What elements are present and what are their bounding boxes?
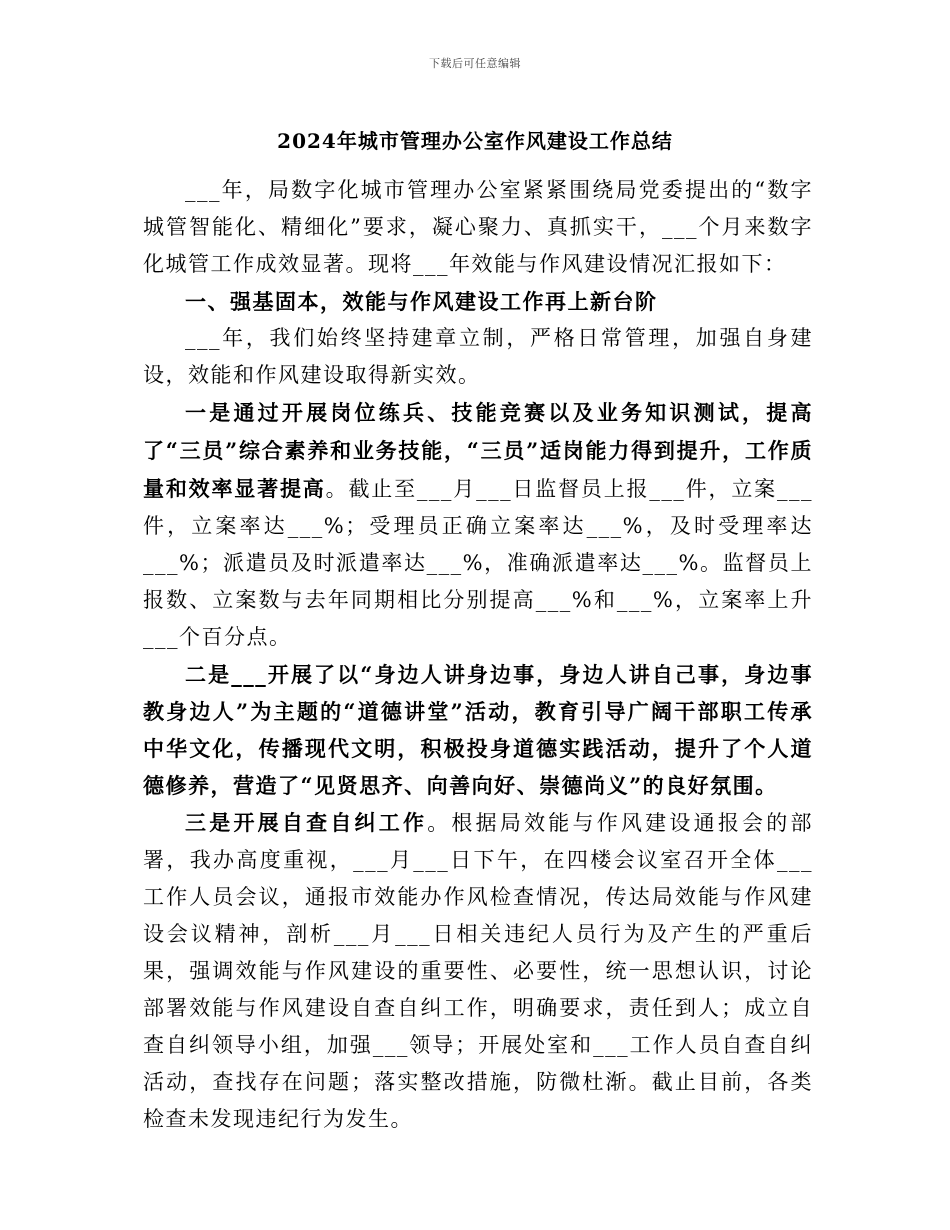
document-body — [143, 172, 813, 1138]
paragraph-item-2: 二是___开展了以“身边人讲身边事，身边人讲自己事，身边事教身边人”为主题的“道德讲堂”活动，教育引导广阔干部职工传承中华文化，传播现代文明，积极投身道德实践活动，提升了个人道德修养，营造了“见贤思齐、向善向好、崇德尚义”的良好氛围。 — [143, 662, 813, 798]
header-note: 下载后可任意编辑 — [429, 57, 521, 70]
item-1-lead: 一是通过开展岗位练兵、技能竞赛以及业务知识测试，提高了“三员”综合素养和业务技能，“三员”适岗能力得到提升，工作质量和效率显著提高 — [143, 400, 813, 501]
paragraph-item-1 — [143, 394, 813, 656]
item-3-detail: 。根据局效能与作风建设通报会的部署，我办高度重视，___月___日下午，在四楼会议室召开全体___工作人员会议，通报市效能办作风检查情况，传达局效能与作风建设会议精神，剖析___月___日相关违纪人员行为及产生的严重后果，强调效能与作风建设的重要性、必要性，统一思想认识，讨论部署效能与作风建设自查自纠工作，明确要求，责任到人；成立自查自纠领导小组，加强___领导；开展处室和___工作人员自查自纠活动，查找存在问题；落实整改措施，防微杜渐。截止目前，各类检查未发现违纪行为发生。 — [143, 811, 814, 1131]
paragraph-section-1-intro: ___年，我们始终坚持建章立制，严格日常管理，加强自身建设，效能和作风建设取得新实效。 — [143, 326, 813, 387]
item-3-lead: 三是开展自查自纠工作 — [185, 810, 428, 835]
document-title: 2024年城市管理办公室作风建设工作总结 — [277, 129, 673, 153]
paragraph-intro: ___年，局数字化城市管理办公室紧紧围绕局党委提出的“数字城管智能化、精细化”要求，凝心聚力、真抓实干，___个月来数字化城管工作成效显著。现将___年效能与作风建设情况汇报如下： — [143, 178, 813, 276]
item-1-detail: 。截止至___月___日监督员上报___件，立案___件，立案率达___%；受理员正确立案率达___%，及时受理率达___%；派遣员及时派遣率达___%，准确派遣率达___%。监督员上报数、立案数与去年同期相比分别提高___%和___%，立案率上升___个百分点。 — [143, 477, 814, 649]
paragraph-item-3 — [143, 804, 813, 1138]
section-heading-1: 一、强基固本，效能与作风建设工作再上新台阶 — [185, 289, 658, 314]
